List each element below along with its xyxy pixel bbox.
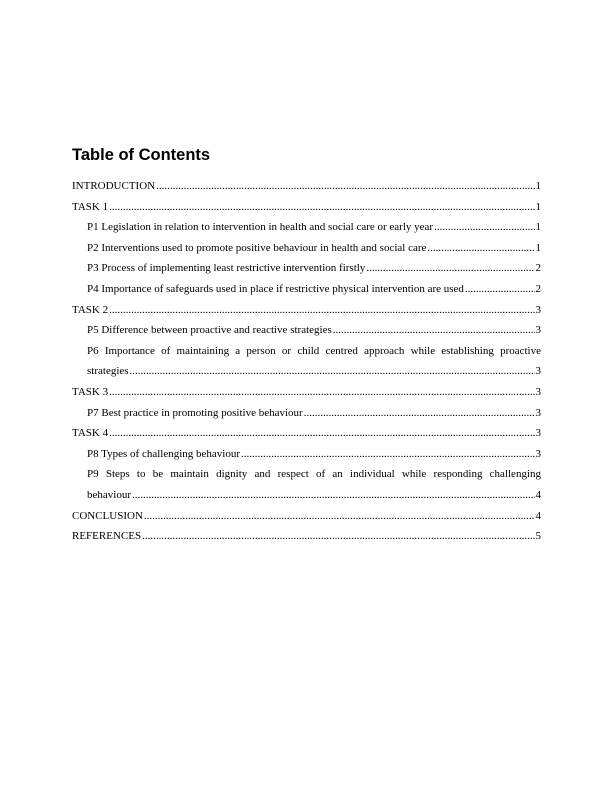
toc-entry-title: P7 Best practice in promoting positive behaviour [87, 406, 303, 419]
toc-page-number: 2 [535, 282, 541, 295]
toc-entry-p9[interactable] [72, 464, 541, 485]
toc-entry-task-1[interactable] [72, 197, 541, 218]
toc-entry-title: INTRODUCTION [72, 180, 156, 192]
toc-entry-task-2[interactable] [72, 300, 541, 321]
toc-entry-title: TASK 2 [72, 303, 109, 316]
toc-entry-title-continuation: behaviour [87, 488, 131, 501]
dot-leader [434, 217, 534, 238]
toc-entry-title: TASK 4 [72, 427, 109, 440]
dot-leader [427, 238, 534, 259]
dot-leader [465, 279, 535, 300]
toc-page-number: 1 [535, 180, 541, 192]
toc-entry-title: P1 Legislation in relation to intervention in health and social care or early year [87, 221, 434, 234]
dot-leader [109, 197, 534, 218]
dot-leader [142, 526, 534, 547]
dot-leader [333, 320, 535, 341]
toc-entry-title: P3 Process of implementing least restrictive intervention firstly [87, 262, 366, 275]
toc-page-number: 2 [535, 262, 541, 275]
toc-page-number: 3 [535, 365, 541, 378]
toc-entry-title: REFERENCES [72, 530, 142, 543]
table-of-contents [72, 176, 541, 547]
dot-leader [109, 382, 534, 403]
toc-entry-title: TASK 3 [72, 385, 109, 398]
toc-page-number: 3 [535, 303, 541, 316]
toc-entry-references[interactable] [72, 526, 541, 547]
toc-entry-p6-continuation[interactable] [72, 361, 541, 382]
dot-leader [241, 444, 535, 465]
toc-entry-task-3[interactable] [72, 382, 541, 403]
toc-entry-p3[interactable] [72, 258, 541, 279]
toc-entry-title: TASK 1 [72, 200, 109, 213]
dot-leader [109, 423, 534, 444]
toc-entry-p9-continuation[interactable] [72, 485, 541, 506]
dot-leader [156, 176, 534, 197]
toc-entry-title: P8 Types of challenging behaviour [87, 447, 240, 460]
dot-leader [109, 300, 534, 321]
toc-entry-p7[interactable] [72, 403, 541, 424]
toc-entry-title: CONCLUSION [72, 509, 143, 522]
toc-entry-conclusion[interactable] [72, 506, 541, 527]
toc-entry-title: P9 Steps to be maintain dignity and respect of an individual while responding challenging [87, 468, 541, 481]
toc-page-number: 3 [535, 406, 541, 419]
toc-entry-title-continuation: strategies [87, 365, 129, 378]
toc-page-number: 4 [535, 509, 541, 522]
toc-page-number: 1 [535, 200, 541, 213]
toc-entry-introduction[interactable] [72, 176, 541, 197]
toc-page-number: 1 [535, 241, 541, 254]
toc-entry-title: P4 Importance of safeguards used in place if restrictive physical intervention are used [87, 282, 464, 295]
toc-entry-p4[interactable] [72, 279, 541, 300]
dot-leader [304, 403, 535, 424]
toc-entry-p5[interactable] [72, 320, 541, 341]
toc-page-number: 4 [535, 488, 541, 501]
dot-leader [144, 506, 535, 527]
toc-page-number: 3 [535, 385, 541, 398]
toc-page-number: 5 [535, 530, 541, 543]
dot-leader [130, 361, 535, 382]
toc-entry-p2[interactable] [72, 238, 541, 259]
toc-entry-p8[interactable] [72, 444, 541, 465]
toc-entry-title: P6 Importance of maintaining a person or child centred approach while establishing proactive [87, 344, 541, 357]
toc-page-number: 1 [535, 221, 541, 234]
page-title: Table of Contents [72, 146, 211, 164]
toc-entry-title: P2 Interventions used to promote positive behaviour in health and social care [87, 241, 427, 254]
toc-entry-title: P5 Difference between proactive and reactive strategies [87, 324, 332, 337]
dot-leader [366, 258, 534, 279]
toc-entry-p1[interactable] [72, 217, 541, 238]
toc-page-number: 3 [535, 447, 541, 460]
toc-page-number: 3 [535, 324, 541, 337]
toc-entry-task-4[interactable] [72, 423, 541, 444]
dot-leader [132, 485, 535, 506]
toc-entry-p6[interactable] [72, 341, 541, 362]
toc-page-number: 3 [535, 427, 541, 440]
